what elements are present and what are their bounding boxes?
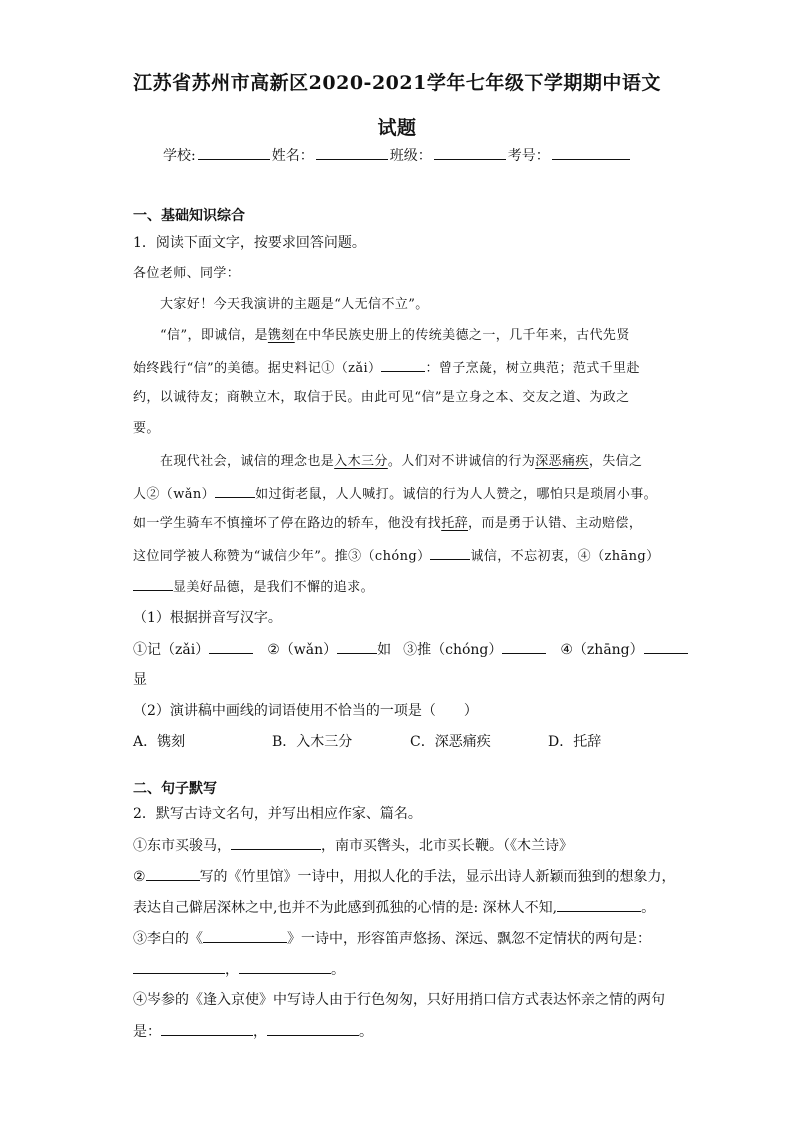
underlined-word-juanke: 镌刻 [267,328,295,343]
question1-prompt: 1．阅读下面文字，按要求回答问题。 [133,235,366,251]
option-b[interactable]: B．入木三分 [272,734,353,750]
recitation-line-7: 是： ， 。 [133,1021,373,1042]
option-a[interactable]: A．镌刻 [133,734,186,750]
answer-blank-1[interactable] [209,639,253,654]
underlined-word-shenwutongji: 深恶痛疾 [535,454,589,469]
speech-paragraph-3-line1: 在现代社会，诚信的理念也是入木三分。人们对不讲诚信的行为深恶痛疾，失信之 [160,454,643,469]
student-info-row [163,145,632,166]
recitation-blank-title[interactable] [203,928,287,943]
sub-question-2: （2）演讲稿中画线的词语使用不恰当的一项是（ ） [133,703,478,719]
recitation-blank-3[interactable] [133,959,225,974]
section2-heading: 二、句子默写 [133,781,217,797]
class-blank[interactable] [434,145,506,160]
speech-paragraph-3-line5: 显美好品德，是我们不懈的追求。 [133,576,374,598]
document-title-line2: 试题 [377,117,417,139]
speech-greeting: 各位老师、同学： [133,266,241,281]
recitation-blank-4[interactable] [239,959,331,974]
school-label: 学校: [163,148,196,164]
recitation-line-3: 表达自己僻居深林之中,也并不为此感到孤独的心情的是: 深林人不知, 。 [133,897,655,918]
speech-paragraph-2-line1: “信”，即诚信，是镌刻在中华民族史册上的传统美德之一，几千年来，古代先贤 [160,328,630,343]
recitation-blank-6[interactable] [267,1021,359,1036]
recitation-line-5: ， 。 [133,959,345,980]
speech-paragraph-2-line4: 要。 [133,421,160,436]
underlined-word-rumusanfen: 入木三分 [334,454,388,469]
question2-prompt: 2．默写古诗文名句，并写出相应作家、篇名。 [133,806,422,822]
pinyin-answer-row: ①记（zǎi） ②（wǎn） 如 ③推（chóng） ④（zhāng） [133,639,688,660]
sub-question-1: （1）根据拼音写汉字。 [133,610,282,626]
recitation-line-6: ④岑参的《逢入京使》中写诗人由于行色匆匆，只好用捎口信方式表达怀亲之情的两句 [133,992,665,1008]
exam-no-blank[interactable] [552,145,630,160]
recitation-blank-5[interactable] [161,1021,253,1036]
answer-blank-2[interactable] [337,639,377,654]
speech-paragraph-3-line3: 如一学生骑车不慎撞坏了停在路边的轿车，他没有找托辞，而是勇于认错、主动赔偿， [133,516,643,531]
name-label: 姓名： [271,148,314,164]
option-d[interactable]: D．托辞 [548,734,602,750]
name-blank[interactable] [316,145,388,160]
pinyin-answer-row-tail: 显 [133,672,147,688]
speech-paragraph-2-line3: 约，以诚待友；商鞅立木，取信于民。由此可见“信”是立身之本、交友之道、为政之 [133,390,630,405]
recitation-blank-1[interactable] [231,835,321,850]
recitation-blank-author[interactable] [146,866,200,881]
class-label: 班级： [389,148,432,164]
speech-paragraph-2-line2: 始终践行“信”的美德。据史料记①（zǎi） ：曾子烹彘，树立典范；范式千里赴 [133,357,640,379]
school-blank[interactable] [198,145,270,160]
option-c[interactable]: C．深恶痛疾 [410,734,491,750]
answer-blank-4[interactable] [644,639,688,654]
speech-paragraph-3-line4: 这位同学被人称赞为“诚信少年”。推③（chóng） 诚信，不忘初衷，④（zhāng） [133,545,660,567]
speech-paragraph-3-line2: 人②（wǎn） 如过街老鼠，人人喊打。诚信的行为人人赞之，哪怕只是琐屑小事。 [133,483,657,505]
blank-4-zhang[interactable] [133,576,173,591]
blank-2-wan[interactable] [215,483,255,498]
document-title-line1: 江苏省苏州市高新区2020-2021学年七年级下学期期中语文 [133,72,661,94]
exam-no-label: 考号： [507,148,550,164]
recitation-line-4: ③李白的《 》一诗中，形容笛声悠扬、深远、飘忽不定情状的两句是： [133,928,651,949]
recitation-line-2: ② 写的《竹里馆》一诗中，用拟人化的手法，显示出诗人新颖而独到的想象力， [133,866,676,887]
underlined-word-tuoci: 托辞 [441,516,469,531]
blank-3-chong[interactable] [430,545,470,560]
blank-1-zai[interactable] [381,357,425,372]
recitation-blank-2[interactable] [557,897,641,912]
answer-blank-3[interactable] [502,639,546,654]
section1-heading: 一、基础知识综合 [133,208,245,224]
recitation-line-1: ①东市买骏马， ，南市买辔头，北市买长鞭。（《木兰诗》 [133,835,573,856]
speech-paragraph-1: 大家好！今天我演讲的主题是“人无信不立”。 [160,297,429,312]
